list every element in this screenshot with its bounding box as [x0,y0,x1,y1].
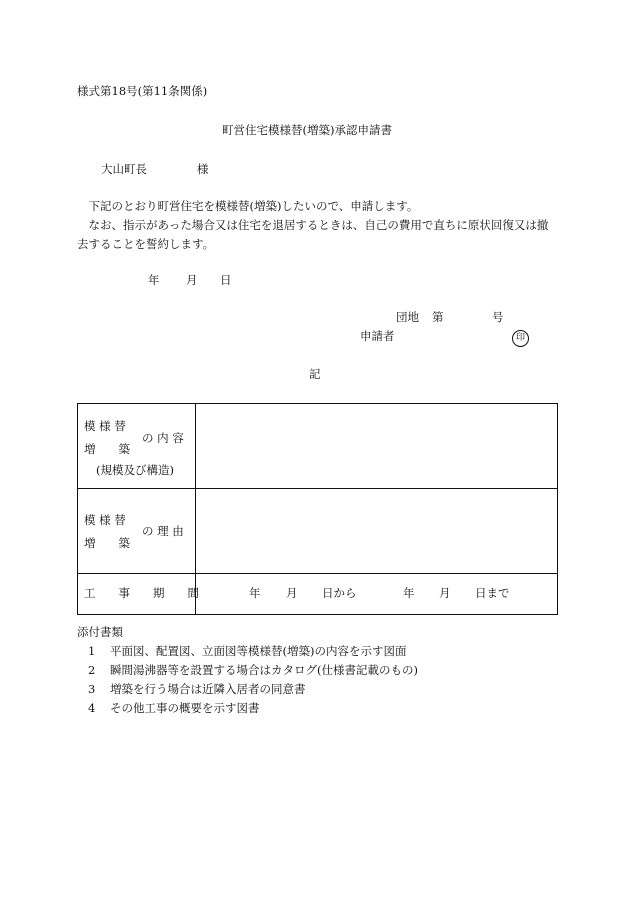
reason-label-a: 模 様 替 [84,513,126,527]
addressee-name: 大山町長 [101,162,147,176]
period-year-end: 年 [403,586,415,600]
table-row-reason [78,489,558,574]
date-day: 日 [220,273,232,287]
content-label-a: 模 様 替 [84,419,126,433]
period-from: 日から [322,586,357,600]
attachment-item: 3 増築を行う場合は近隣入居者の同意書 [88,682,306,696]
period-until: 日まで [475,586,510,600]
attachment-item: 4 その他工事の概要を示す図書 [88,701,260,715]
seal-mark: 印 [512,330,529,347]
attachment-item: 1 平面図、配置図、立面図等模様替(増築)の内容を示す図面 [88,644,407,658]
attachment-item: 2 瞬間湯沸器等を設置する場合はカタログ(仕様書記載のもの) [88,663,418,677]
date-month: 月 [186,273,198,287]
reason-label-suffix: の 理 由 [142,524,184,538]
applicant-label: 申請者 [360,329,395,343]
content-label-suffix: の 内 容 [142,431,184,445]
applicant-complex: 団地 [396,310,419,324]
table-row-content [78,404,558,489]
content-value-cell[interactable] [196,404,558,489]
form-number: 様式第18号(第11条関係) [77,84,208,98]
ki-marker: 記 [309,367,321,381]
period-month-end: 月 [439,586,451,600]
period-label: 工 事 期 間 [84,586,199,600]
body-paragraph-1: 下記のとおり町営住宅を模様替(増築)したいので、申請します。 [88,199,419,213]
period-label-cell [78,574,199,615]
content-label-note: (規模及び構造) [96,463,174,477]
reason-value-cell[interactable] [196,489,558,574]
content-label-cell [78,404,196,489]
attachments-heading: 添付書類 [77,625,123,639]
period-value-cell[interactable] [196,574,558,615]
document-title: 町営住宅模様替(増築)承認申請書 [222,123,392,137]
reason-label-b: 増 築 [84,536,130,550]
application-table [77,403,558,615]
date-year: 年 [148,273,160,287]
reason-label-cell [78,489,196,574]
period-month-start: 月 [286,586,298,600]
applicant-number-prefix: 第 [432,310,444,324]
content-label-b: 増 築 [84,442,130,456]
applicant-number-suffix: 号 [492,310,504,324]
period-year-start: 年 [249,586,261,600]
table-row-period [78,574,558,615]
body-paragraph-2: なお、指示があった場合又は住宅を退居するときは、自己の費用で直ちに原状回復又は撤去することを誓約します。 [77,218,549,251]
addressee-honorific: 様 [197,162,209,176]
